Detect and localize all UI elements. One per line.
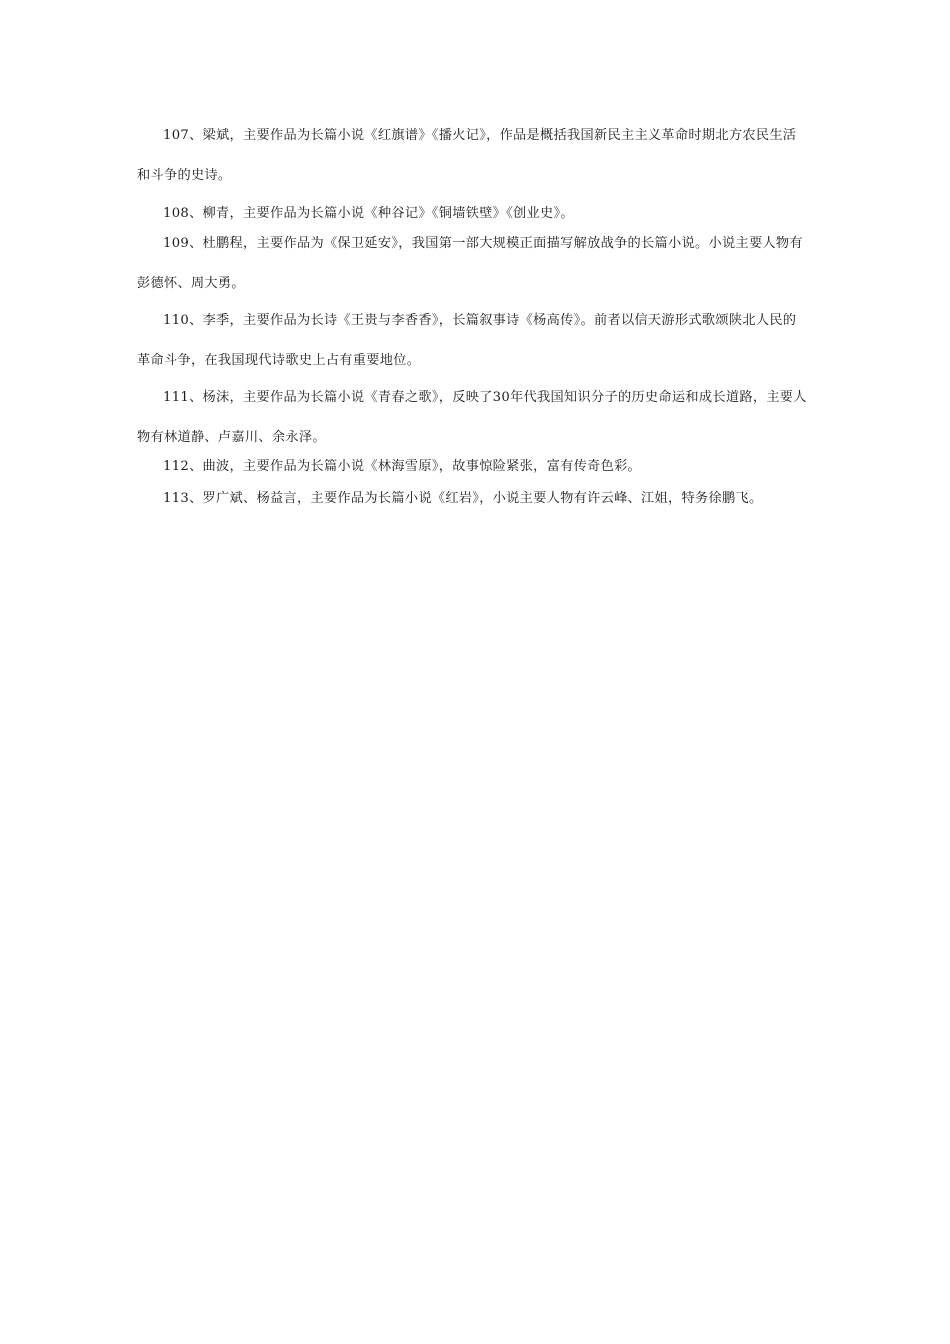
- paragraph-109: 109、杜鹏程，主要作品为《保卫延安》，我国第一部大规模正面描写解放战争的长篇小说。小说主要人物有彭德怀、周大勇。: [137, 236, 803, 291]
- paragraph-107: 107、梁斌，主要作品为长篇小说《红旗谱》《播火记》，作品是概括我国新民主主义革命时期北方农民生活和斗争的史诗。: [137, 128, 797, 183]
- document-body: [137, 126, 807, 517]
- paragraph-111: 111、杨沫，主要作品为长篇小说《青春之歌》，反映了30年代我国知识分子的历史命运和成长道路，主要人物有林道静、卢嘉川、余永泽。: [137, 390, 807, 445]
- paragraph-112: 112、曲波，主要作品为长篇小说《林海雪原》，故事惊险紧张，富有传奇色彩。: [163, 459, 642, 474]
- paragraph-110: 110、李季，主要作品为长诗《王贵与李香香》，长篇叙事诗《杨高传》。前者以信天游形式歌颂陕北人民的革命斗争，在我国现代诗歌史上占有重要地位。: [137, 313, 797, 368]
- paragraph-113: 113、罗广斌、杨益言，主要作品为长篇小说《红岩》，小说主要人物有许云峰、江姐，特务徐鹏飞。: [163, 491, 763, 506]
- paragraph-108: 108、柳青，主要作品为长篇小说《种谷记》《铜墙铁壁》《创业史》。: [163, 206, 574, 221]
